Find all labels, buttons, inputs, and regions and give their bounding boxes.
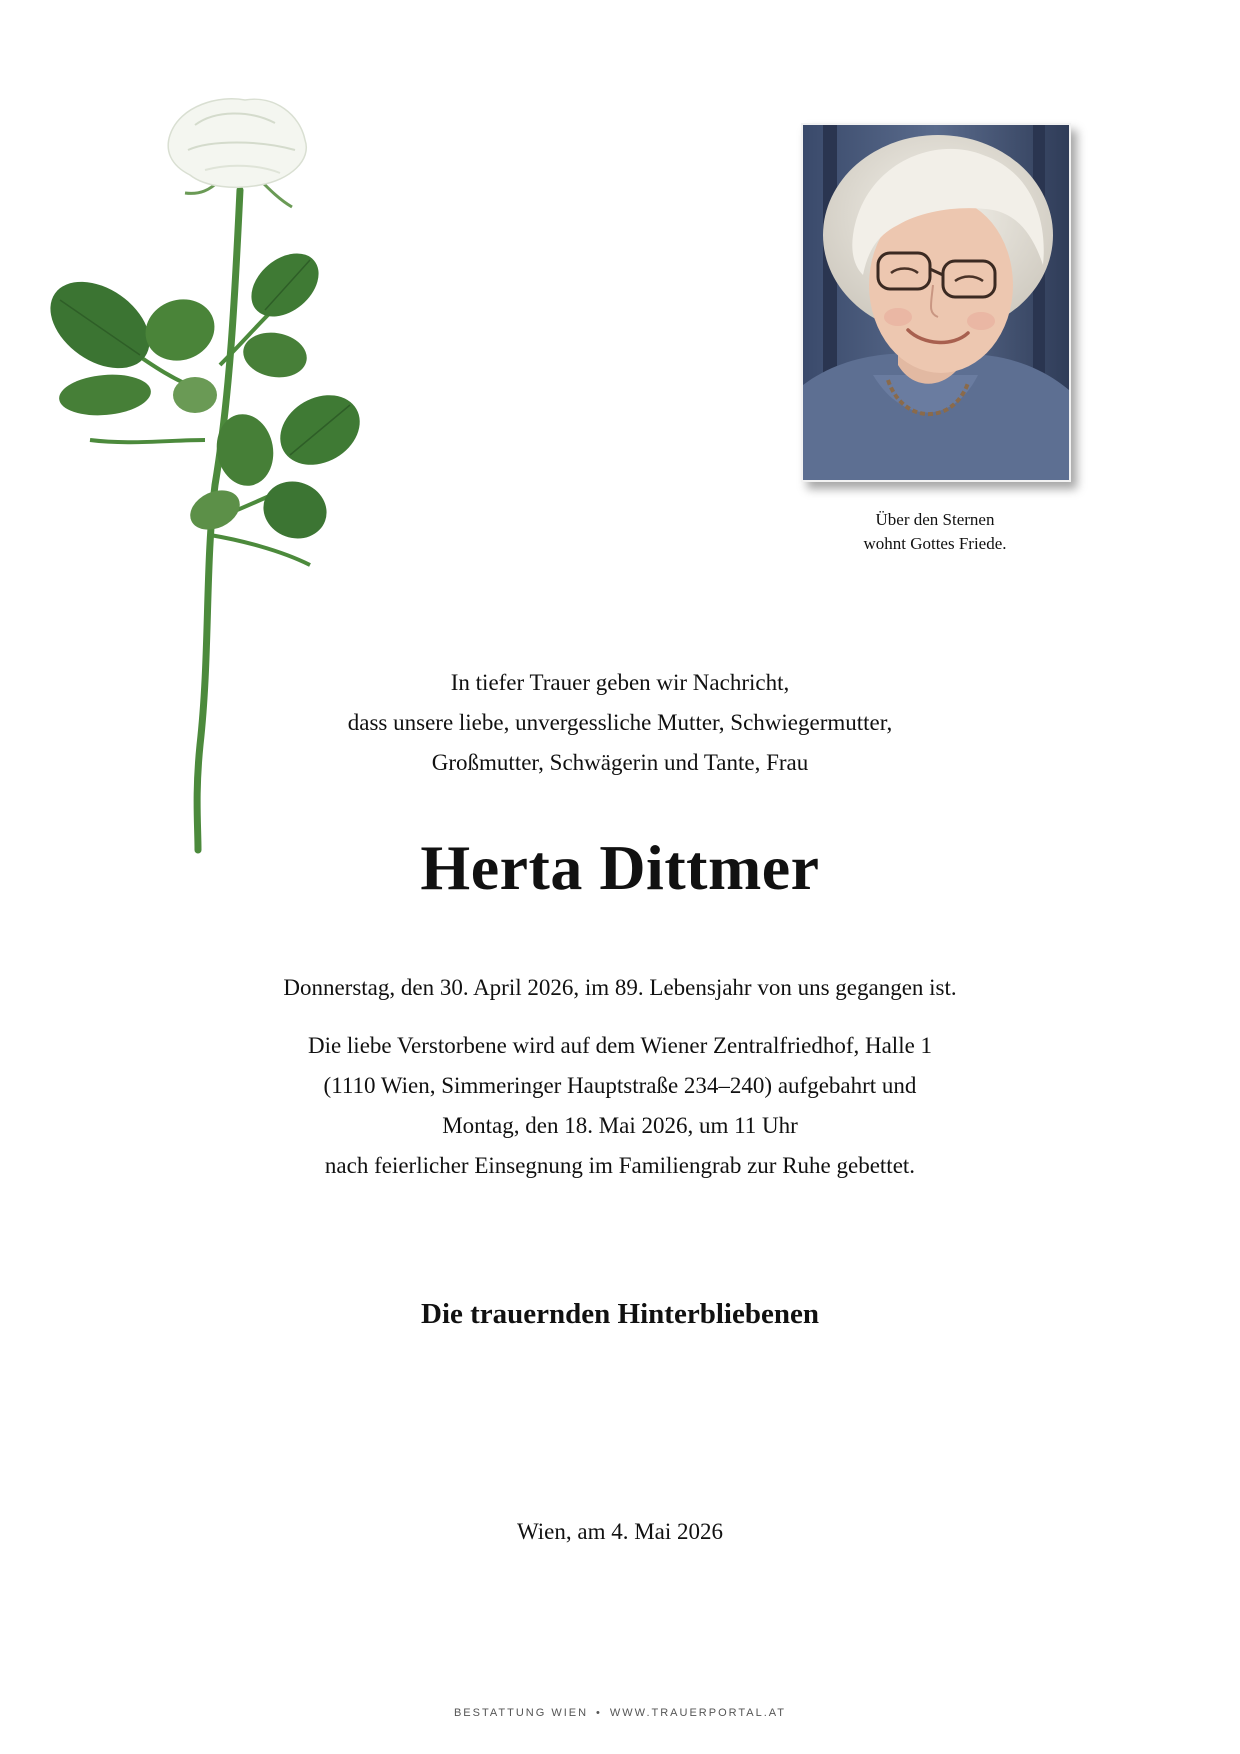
footer-website-link[interactable]: WWW.TRAUERPORTAL.AT bbox=[609, 1707, 787, 1719]
portrait-photo bbox=[801, 123, 1071, 482]
mourners-signature: Die trauernden Hinterbliebenen bbox=[421, 1298, 819, 1330]
motto-line: Über den Sternen bbox=[875, 510, 995, 529]
intro-line: Großmutter, Schwägerin und Tante, Frau bbox=[431, 750, 809, 775]
place-date: Wien, am 4. Mai 2026 bbox=[516, 1519, 724, 1544]
ceremony-line: nach feierlicher Einsegnung im Familiengrab zur Ruhe gebettet. bbox=[324, 1153, 916, 1178]
ceremony-line: Montag, den 18. Mai 2026, um 11 Uhr bbox=[442, 1113, 798, 1138]
footer-separator: • bbox=[596, 1707, 602, 1719]
footer-company: BESTATTUNG WIEN bbox=[453, 1707, 589, 1719]
motto-line: wohnt Gottes Friede. bbox=[863, 534, 1007, 553]
intro-line: In tiefer Trauer geben wir Nachricht, bbox=[450, 670, 790, 695]
death-notice: Donnerstag, den 30. April 2026, im 89. Lebensjahr von uns gegangen ist. bbox=[283, 975, 957, 1000]
intro-line: dass unsere liebe, unvergessliche Mutter, Schwiegermutter, bbox=[347, 710, 893, 735]
ceremony-details bbox=[120, 1026, 1120, 1186]
photo-caption bbox=[780, 508, 1090, 556]
footer bbox=[300, 1707, 940, 1719]
ceremony-line: Die liebe Verstorbene wird auf dem Wiener Zentralfriedhof, Halle 1 bbox=[307, 1033, 933, 1058]
deceased-name: Herta Dittmer bbox=[420, 832, 820, 903]
ceremony-line: (1110 Wien, Simmeringer Hauptstraße 234–240) aufgebahrt und bbox=[323, 1073, 917, 1098]
intro-text bbox=[200, 663, 1040, 783]
